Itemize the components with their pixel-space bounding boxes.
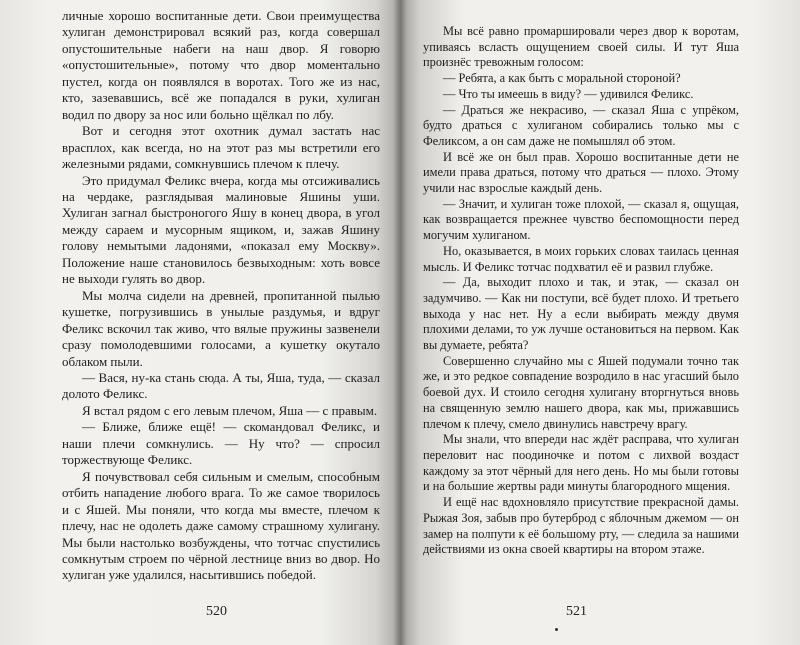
page-number-right: 521 — [566, 604, 587, 619]
paragraph: Мы молча сидели на древней, пропитанной пылью кушетке, погрузившись в унылые раздумья, и вдруг Феликс вскочил так живо, что вялые пружины зазвенели сразу помолодевшими голосами, а кушетку окутало облаком пыли. — [62, 287, 380, 369]
paragraph: Мы знали, что впереди нас ждёт расправа, что хулиган переловит нас поодиночке и потом с лихвой воздаст каждому за этот чёрный для него день. Но мы были готовы и на большие жертвы ради минуты благородного мщения. — [423, 432, 739, 494]
paragraph: — Драться же некрасиво, — сказал Яша с упрёком, будто драться с хулиганом собирались только мы с Феликсом, а он сам даже не помышлял об этом. — [423, 102, 739, 148]
paragraph: Я встал рядом с его левым плечом, Яша — с правым. — [82, 402, 378, 418]
paragraph: — Ребята, а как быть с моральной стороной? — [443, 71, 681, 86]
paragraph: личные хорошо воспитанные дети. Свои преимущества хулиган демонстрировал всякий раз, когда совершал опустошительные набеги на наш двор. Я говорю «опустошительные», потому что двор моментально пустел, когда он появлялся в воротах. Того же из нас, кто, зазевавшись, всё же попадался в руки, хулиган водил по двору за нос или больно щёлкал по лбу. — [62, 8, 380, 122]
paragraph: Это придумал Феликс вчера, когда мы отсиживались на чердаке, разглядывая малиновые Яшины уши. Хулиган загнал быстроногого Яшу в конец двора, в угол между сараем и мусорным ящиком, и, зажав Яшину голову немытыми ладонями, «показал ему Москву». Положение наше становилось безвыходным: хоть вовсе не выходи гулять во двор. — [62, 172, 380, 287]
paragraph: И всё же он был прав. Хорошо воспитанные дети не имели права драться, потому что драться — плохо. Этому учили нас взрослые каждый день. — [423, 149, 739, 196]
paragraph: — Значит, и хулиган тоже плохой, — сказал я, ощущая, как возвращается прежнее чувство беспомощности перед могучим хулиганом. — [423, 196, 739, 243]
paragraph: — Ближе, ближе ещё! — скомандовал Феликс, и наши плечи сомкнулись. — Ну что? — спросил торжествующе Феликс. — [62, 419, 380, 468]
paragraph: Мы всё равно промаршировали через двор к воротам, упиваясь всласть ощущением своей силы. И тут Яша произнёс тревожным голосом: — [423, 24, 739, 70]
right-page — [400, 0, 800, 645]
right-page-text — [423, 24, 739, 558]
paragraph: — Да, выходит плохо и так, и этак, — сказал он задумчиво. — Как ни поступи, всё будет плохо. И третьего выхода у нас нет. Ну а если выбирать между двумя плохими делами, то уж лучше остановиться на первом. Как вы думаете, ребята? — [423, 275, 739, 353]
paragraph: И ещё нас вдохновляло присутствие прекрасной дамы. Рыжая Зоя, забыв про бутерброд с яблочным джемом — он замер на полпути к её большому рту, — следила за нашими действиями из окна своей квартиры на втором этаже. — [423, 495, 739, 557]
paragraph: Но, оказывается, в моих горьких словах таилась ценная мысль. И Феликс тотчас подхватил её и развил глубже. — [423, 243, 739, 274]
paragraph: — Вася, ну-ка стань сюда. А ты, Яша, туда, — сказал долото Феликс. — [62, 369, 380, 402]
paragraph: Я почувствовал себя сильным и смелым, способным отбить нападение любого врага. То же самое творилось и с Яшей. Мы поняли, что когда мы вместе, плечом к плечу, нас не одолеть даже самому страшному хулигану. Мы были настолько возбуждены, что тотчас спустились сомкнутым строем по чёрной лестнице вниз во двор. Но хулиган уже удалился, насытившись победой. — [62, 468, 380, 583]
page-number-left: 520 — [206, 604, 227, 619]
paragraph: Вот и сегодня этот охотник думал застать нас врасплох, как всегда, но на этот раз мы встретили его железными рядами, сомкнувшись плечом к плечу. — [62, 123, 380, 172]
paragraph: Совершенно случайно мы с Яшей подумали точно так же, и это редкое совпадение возродило в нас угасший было боевой дух. И стоило сегодня хулигану вторгнуться вновь на священную землю нашего двора, как мы, прижавшись плечом к плечу, смело двинулись навстречу врагу. — [423, 353, 739, 431]
paragraph: — Что ты имеешь в виду? — удивился Феликс. — [443, 86, 694, 101]
book-gutter — [393, 0, 407, 645]
ink-speck — [555, 628, 558, 631]
left-page-text — [62, 8, 380, 584]
